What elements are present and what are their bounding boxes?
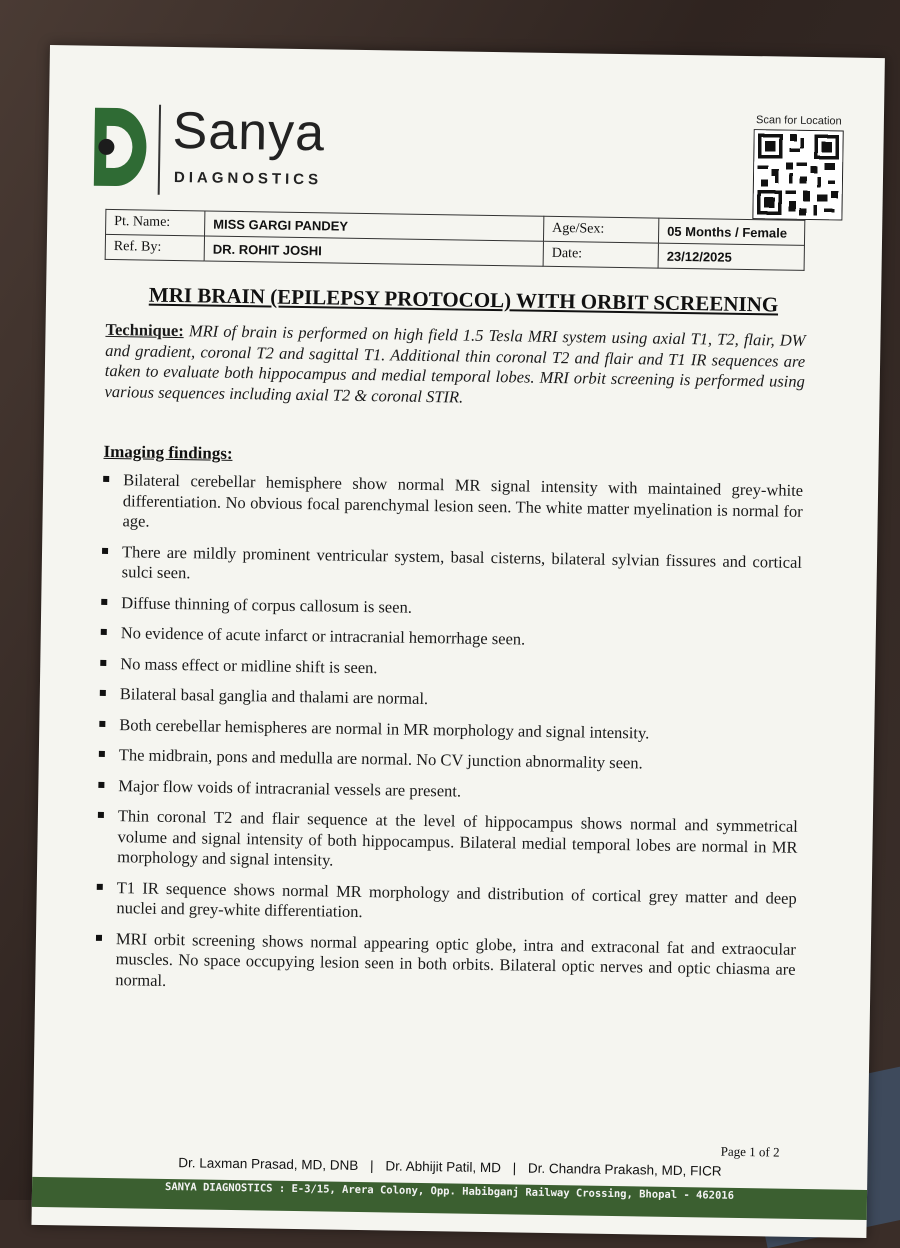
logo-d-icon [90,104,149,191]
bullet-icon [100,690,106,696]
finding-item [101,592,801,623]
age-sex-value: 05 Months / Female [658,218,804,245]
bullet-icon [101,598,107,604]
bullet-icon [102,547,108,553]
patient-info-table [105,209,806,271]
bullet-icon [99,720,105,726]
patient-name-label: Pt. Name: [106,209,205,236]
finding-text: Thin coronal T2 and flair sequence at the level of hippocampus shows normal and symmetrical volume and signal intensity of both hippocampus. Bilateral medial temporal lobes are normal in MR morphology and signal intensity. [117,806,798,870]
finding-text: The midbrain, pons and medulla are normal. No CV junction abnormality seen. [118,745,643,773]
finding-item [99,714,799,745]
finding-text: No evidence of acute infarct or intracranial hemorrhage seen. [120,623,526,649]
doctor-name: Dr. Abhijit Patil, MD [385,1158,502,1176]
doctor-name: Dr. Laxman Prasad, MD, DNB [178,1155,359,1173]
footer-bar [32,1177,867,1220]
bullet-icon [96,934,102,940]
finding-text: Bilateral basal ganglia and thalami are normal. [119,684,429,709]
referred-by-value: DR. ROHIT JOSHI [204,236,543,266]
bullet-icon [100,659,106,665]
logo-tagline: DIAGNOSTICS [173,168,323,189]
referred-by-label: Ref. By: [105,234,204,261]
technique-paragraph [104,320,805,413]
page-number: Page 1 of 2 [720,1143,780,1160]
finding-item [95,928,796,1000]
finding-item [101,623,801,654]
patient-name-value: MISS GARGI PANDEY [205,211,544,241]
finding-item [100,684,800,715]
finding-item [97,806,798,878]
technique-text: MRI of brain is performed on high field 1.5 Tesla MRI system using axial T1, T2, flair, DW and gradient, coronal T2 and sagittal T1. Additional thin coronal T2 and flair and T1 IR sequences are taken to evaluate both hippocampus and medial temporal lobes. MRI orbit screening is performed using various sequences including axial T2 & coronal STIR. [104,321,806,407]
finding-text: No mass effect or midline shift is seen. [120,653,378,677]
finding-text: Bilateral cerebellar hemisphere show normal MR signal intensity with maintained grey-white differentiation. No obvious focal parenchymal lesion seen. The white matter myelination is normal for age. [122,470,804,531]
qr-code-icon[interactable] [752,129,843,220]
logo-name: Sanya [172,101,326,163]
logo-divider [158,105,161,195]
qr-block [747,114,849,226]
finding-item [102,470,803,542]
date-label: Date: [543,241,658,268]
technique-label: Technique: [105,319,184,341]
qr-label: Scan for Location [756,114,842,128]
bullet-icon [101,629,107,635]
report-page [31,45,884,1238]
finding-text: MRI orbit screening shows normal appearing optic globe, intra and extraconal fat and extraocular muscles. No space occupying lesion seen in both orbits. Bilateral optic nerves and optic chiasma are normal. [115,928,797,990]
doctor-separator: | [370,1158,374,1174]
findings-list [95,470,803,1011]
findings-heading: Imaging findings: [103,441,233,463]
finding-item [99,745,799,776]
finding-text: Both cerebellar hemispheres are normal in MR morphology and signal intensity. [119,714,650,742]
report-title: MRI BRAIN (EPILEPSY PROTOCOL) WITH ORBIT SCREENING [148,282,779,317]
age-sex-label: Age/Sex: [543,216,658,243]
finding-item [100,653,800,684]
bullet-icon [97,883,103,889]
sanya-logo [90,101,351,198]
finding-text: Diffuse thinning of corpus callosum is seen. [121,592,413,617]
bullet-icon [98,812,104,818]
finding-item [102,541,803,593]
finding-text: There are mildly prominent ventricular system, basal cisterns, bilateral sylvian fissures and cortical sulci seen. [121,541,803,583]
bullet-icon [98,781,104,787]
date-value: 23/12/2025 [658,243,804,270]
bullet-icon [103,476,109,482]
finding-item [96,877,797,929]
finding-text: Major flow voids of intracranial vessels are present. [118,775,462,801]
finding-text: T1 IR sequence shows normal MR morphology and distribution of cortical grey matter and deep nuclei and grey-white differentiation. [116,877,797,922]
finding-item [98,775,798,806]
bullet-icon [99,751,105,757]
doctor-name: Dr. Chandra Prakash, MD, FICR [527,1160,722,1179]
footer-address: SANYA DIAGNOSTICS : E-3/15, Arera Colony, Opp. Habibganj Railway Crossing, Bhopal - 462016 [164,1180,735,1202]
doctor-separator: | [512,1160,517,1176]
